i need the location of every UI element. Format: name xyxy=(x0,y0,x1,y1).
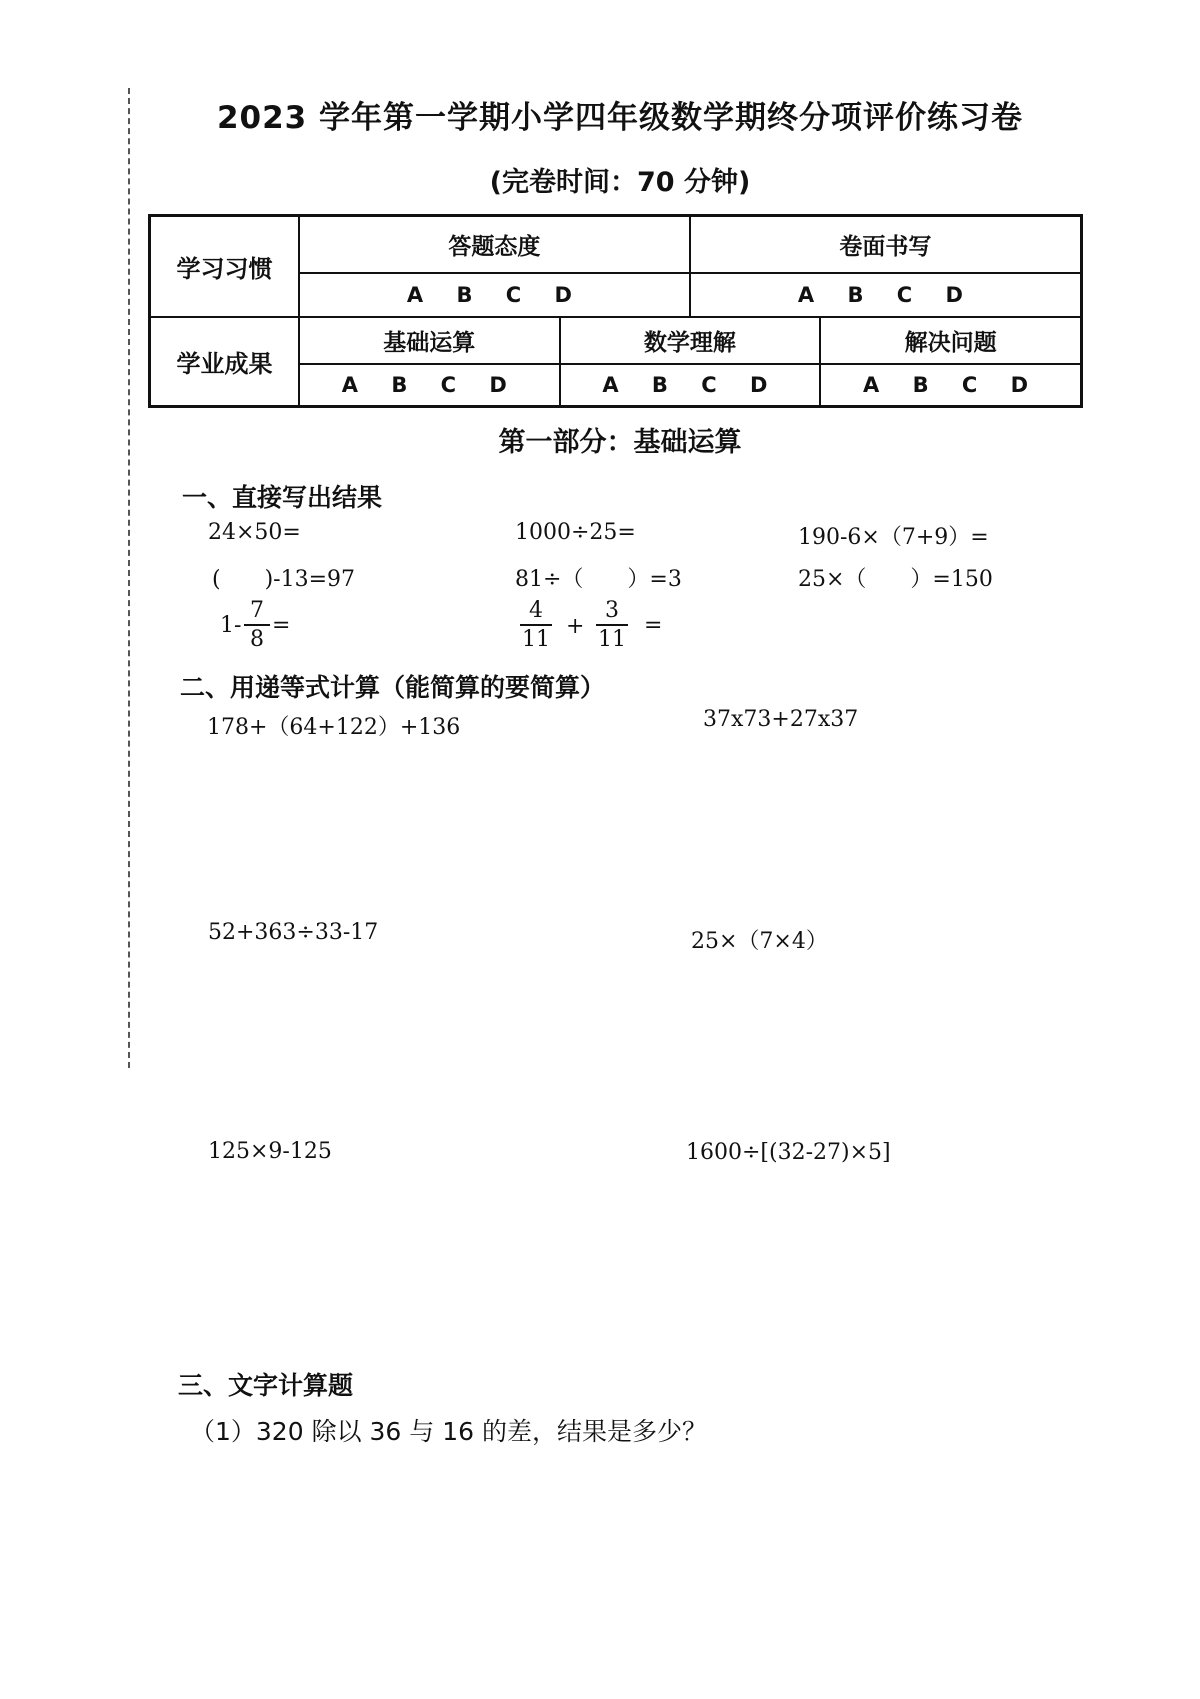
step-calc-item: 25×（7×4） xyxy=(691,929,828,954)
equals-sign: = xyxy=(644,613,663,638)
step-calc-item: 1600÷[(32-27)×5] xyxy=(686,1140,891,1165)
mental-calc-item: 24×50= xyxy=(208,520,301,545)
fraction-bar xyxy=(244,624,270,626)
problem-solving-label: 解决问题 xyxy=(820,317,1081,364)
step-calc-item: 178+（64+122）+136 xyxy=(207,715,461,740)
habits-label: 学习习惯 xyxy=(150,216,300,318)
mental-calc-item: 1000÷25= xyxy=(515,520,636,545)
evaluation-table xyxy=(148,214,1083,408)
basic-calc-label: 基础运算 xyxy=(299,317,560,364)
part1-title: 第一部分：基础运算 xyxy=(498,427,742,458)
attitude-label: 答题态度 xyxy=(299,216,690,274)
mental-calc-item: 81÷（ ）=3 xyxy=(515,567,682,592)
step-calc-item: 37x73+27x37 xyxy=(703,707,859,732)
math-understanding-label: 数学理解 xyxy=(560,317,821,364)
fraction-denominator: 11 xyxy=(522,627,550,652)
fraction-bar xyxy=(596,624,628,626)
mental-calc-item: 25×（ ）=150 xyxy=(798,567,993,592)
achievement-label: 学业成果 xyxy=(150,317,300,406)
fraction-denominator: 11 xyxy=(598,627,626,652)
binding-dashed-line xyxy=(128,88,130,1068)
word-problem-1: （1）320 除以 36 与 16 的差，结果是多少？ xyxy=(190,1417,707,1446)
page-title: 2023 学年第一学期小学四年级数学期终分项评价练习卷 xyxy=(216,100,1024,136)
mental-calc-item: 190-6×（7+9）= xyxy=(798,525,989,550)
step-calc-item: 125×9-125 xyxy=(208,1139,332,1164)
fraction-lead: 1- xyxy=(220,613,242,638)
fraction-denominator: 8 xyxy=(250,627,264,652)
fraction-numerator: 7 xyxy=(250,598,264,623)
writing-label: 卷面书写 xyxy=(690,216,1082,274)
fraction-bar xyxy=(520,624,552,626)
mental-calc-item: ( )-13=97 xyxy=(212,567,356,592)
fraction-4-11 xyxy=(520,598,552,652)
section1-heading: 一、直接写出结果 xyxy=(182,483,383,512)
math-understanding-grades[interactable]: A B C D xyxy=(560,364,821,407)
exam-duration: (完卷时间：70 分钟) xyxy=(489,167,751,198)
fraction-numerator: 3 xyxy=(605,598,619,623)
fraction-3-11 xyxy=(596,598,628,652)
step-calc-item: 52+363÷33-17 xyxy=(208,920,379,945)
section2-heading: 二、用递等式计算（能简算的要简算） xyxy=(180,673,606,702)
writing-grades[interactable]: A B C D xyxy=(690,273,1082,317)
attitude-grades[interactable]: A B C D xyxy=(299,273,690,317)
section3-heading: 三、文字计算题 xyxy=(178,1371,354,1400)
basic-calc-grades[interactable]: A B C D xyxy=(299,364,560,407)
plus-sign: + xyxy=(566,614,585,639)
fraction-numerator: 4 xyxy=(529,598,543,623)
problem-solving-grades[interactable]: A B C D xyxy=(820,364,1081,407)
equals-sign: = xyxy=(272,613,291,638)
fraction-7-8 xyxy=(244,598,270,652)
